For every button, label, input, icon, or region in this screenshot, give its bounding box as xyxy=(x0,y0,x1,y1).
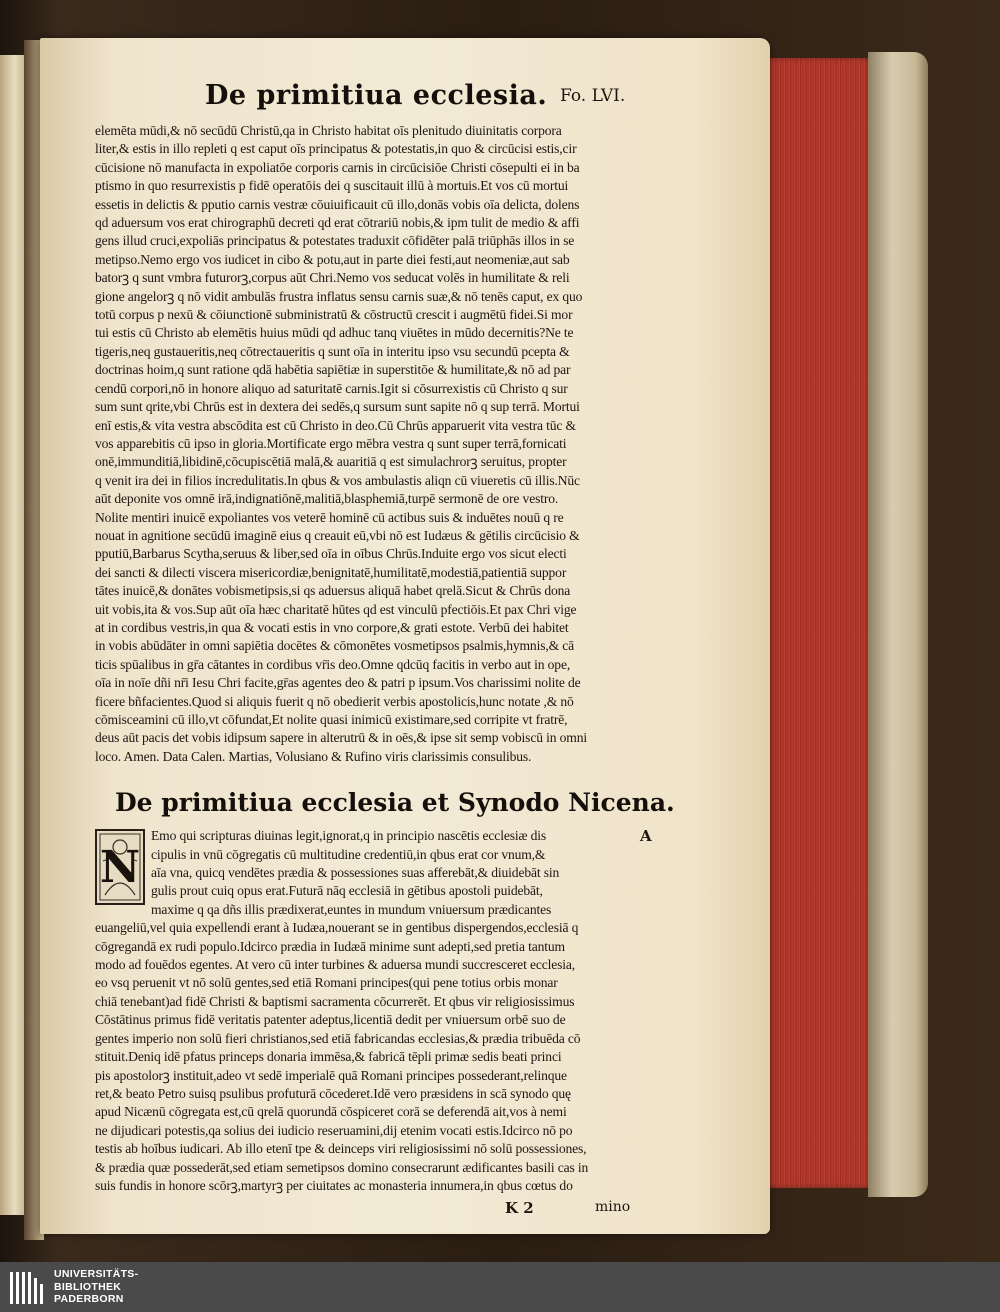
running-head-title: De primitiua ecclesia. xyxy=(205,80,548,111)
red-fore-edge xyxy=(765,58,873,1188)
initial-letter: N xyxy=(99,841,141,893)
catchword: mino xyxy=(595,1199,631,1216)
page-footer xyxy=(95,1199,645,1221)
signature-mark: K 2 xyxy=(505,1199,534,1218)
folio-number: Fo. LVI. xyxy=(560,86,626,106)
left-page-edge xyxy=(0,55,26,1215)
body-text: elemēta mūdi,& nō secūdū Christū,qa in Christo habitat oīs plenitudo diuinitatis corpora liter,& estis in illo repleti q est caput oīs principatus & potestatis,in quo & circūcisi estis,cir cūcisione nō manufacta in expoliatōe corporis carnis in circūcisiōe Christi cōsepulti ei in ba ptismo in quo resurrexistis p fidē operatōis dei q suscitauit illū à mortuis.Et vos cū mortui essetis in delictis & pputio carnis vestræ cōuiuificauit cū illo,donās vobis oīa delicta, dolens qd aduersum vos erat chirographū decreti qd erat cōtrariū nobis,& ipm tulit de medio & affi gens illud cruci,expoliās principatus & potestates traduxit cōfidēter palā triūphās illos in se metipso.Nemo ergo vos iudicet in cibo & potu,aut in parte diei festi,aut neomeniæ,aut sab batorꝫ q sunt vmbra futurorꝫ,corpus aūt Chri.Nemo vos seducat volēs in humilitate & reli gione angelorꝫ q nō vidit ambulās frustra inflatus sensu carnis suæ,& nō tenēs caput, ex quo totū corpus p nexū & cōiunctionē subministratū & cōstructū crescit i augmētū fidei.Si mor tui estis cū Christo ab elemētis huius mūdi qd adhuc tanq viuētes in mūdo decernitis?Ne te tigeris,neq gustaueritis,neq cōtrectaueritis q sunt oīa in interitu ipso vsu secundū pcepta & doctrinas hoim,q sunt ratione qdā habētia sapiētiæ in superstitōe & humilitate,& nō ad par cendū corpori,nō in honore aliquo ad saturitatē carnis.Igit si cōsurrexistis cū Christo q sur sum sunt qrite,vbi Chrūs est in dextera dei sedēs,q sursum sunt sapite nō q sup terrā. Mortui enī estis,& vita vestra abscōdita est cū Christo in deo.Cū Chrūs apparuerit vita vestra tūc & vos apparebitis cū ipso in gloria.Mortificate ergo mēbra vestra q sunt super terrā,fornicati onē,immunditiā,libidinē,cōcupiscētiā malā,& auaritiā q est simulachrorꝫ seruitus, propter q venit ira dei in filios incredulitatis.In qbus & vos ambulastis aliqn cū viueretis cū illis.Nūc aūt deponite vos omnē irā,indignatiōnē,malitiā,blasphemiā,turpē sermonē de ore vestro. Nolite mentiri inuicē expoliantes vos veterē hominē cū actibus suis & induētes nouū q re nouat in agnitione secūdū imaginē eius q creauit eū,vbi nō est Iudæus & gētilis circūcisio & pputiū,Barbarus Scytha,seruus & liber,sed oīa in oībus Chrūs.Induite ergo vos sicut electi dei sancti & dilecti viscera misericordiæ,benignitatē,humilitatē,modestiā,patientiā suppor tātes inuicē,& donātes vobismetipsis,si qs aduersus aliquā habet qrelā.Sicut & Chrūs dona uit vobis,ita & vos.Sup aūt oīa hæc charitatē hūtes qd est vinculū pfectiōis.Et pax Chri vige at in cordibus vestris,in qua & vocati estis in vno corpore,& grati estote. Verbū dei habitet in vobis abūdāter in omni sapiētia docētes & cōmonētes vosmetipsos psalmis,hymnis,& cā ticis spūalibus in gr̄a cātantes in cordibus vr̄is deo.Omne qdcūq facitis in verbo aut in ope, οīa in noīe dñi nr̄i Iesu Chri facite,gr̄as agentes deo & patri p ipsum.Vos charissimi nolite de ficere bñfacientes.Quod si aliquis fuerit q nō obedierit verbis apostolicis,hunc notate ,& nō cōmisceamini cū illo,vt cōfundat,Et nolite quasi inimicū existimare,sed corripite vt fratrē, deus aūt pacis det vobis idipsum sapere in alterutrū & in oēs,& ipse sit semp vobiscū in omni loco. Amen. Data Calen. Martias, Volusiano & Rufino viris clarissimis consulibus. xyxy=(95,123,587,764)
library-footer-bar xyxy=(0,1262,1000,1312)
library-logo-icon xyxy=(8,1268,48,1308)
section-title: De primitiua ecclesia et Synodo Nicena. xyxy=(115,788,675,818)
library-name-line3: PADERBORN xyxy=(54,1293,124,1305)
marginal-letter: A xyxy=(640,827,652,846)
running-head xyxy=(95,80,645,122)
section-body xyxy=(95,827,652,1195)
cover-board xyxy=(868,52,928,1197)
decorated-initial xyxy=(95,829,145,905)
page-content xyxy=(95,80,675,1221)
library-name xyxy=(54,1268,138,1306)
section-body-text: Emo qui scripturas diuinas legit,ignorat,q in principio nascētis ecclesiæ dis cipulis in vnū cōgregatis cū multitudine credentiū,in qbus erat cor vnum,& aīa vna, quicq vendētes prædia & possessiones suas afferebāt,& diuidebāt sin gulis prout cuiq opus erat.Futurā nāq ecclesiā in gētibus apostoli puidebāt, maxime q qa dñs illis prædixerat,euntes in mundum vniuersum prædicantes euangeliū,vel quia expellendi erant à Iudæa,nouerant se in gentibus dispergendos,ecclesiā q cōgregandā ex rudi populo.Idcirco prædia in Iudæā minime sunt adepti,sed pretia tantum modo ad fouēdos egentes. At vero cū inter turbines & aduersa mundi succresceret ecclesia, eo vsq peruenit vt nō solū gentes,sed etiā Romani principes(qui pene totius orbis monar chiā tenebant)ad fidē Christi & baptismi sacramenta cōcurrerēt. Et qbus vir religiosissimus Cōstātinus primus fidē veritatis patenter adeptus,licentiā dedit per vniuersum orbē suo de gentes imperio non solū fieri christianos,sed etiā fabricandas ecclesias,& prædia tribuēda cō stituit.Deniq idē pfatus princeps donaria immēsa,& fabricā tēpli primæ sedis beati princi pis apostolorꝫ instituit,adeo vt sedē imperialē quā Romani principes possederant,relinque ret,& beato Petro suisq psulibus profuturā cōcederet.Idē vero præsidens in scā synodo quę apud Nicænū cōgregata est,cū qrelā quorundā cōspiceret corā se deferendā ait,vos à nemi ne dijudicari potestis,qa solius dei iudicio reseruamini,dij etenim vocati estis.Idcirco nō po testis ab hoībus iudicari. Ab illo etenī tpe & deinceps viri religiosissimi nō solū possessiones, & prædia quæ possederāt,sed etiam semetipsos domino consecrarunt ædificantes basili cas in suis fundis in honore scōrꝫ,martyrꝫ per ciuitates ac monasteria innumera,in qbus cœtus do xyxy=(95,828,589,1193)
library-name-line1: UNIVERSITÄTS- xyxy=(54,1268,139,1280)
library-name-line2: BIBLIOTHEK xyxy=(54,1280,122,1293)
